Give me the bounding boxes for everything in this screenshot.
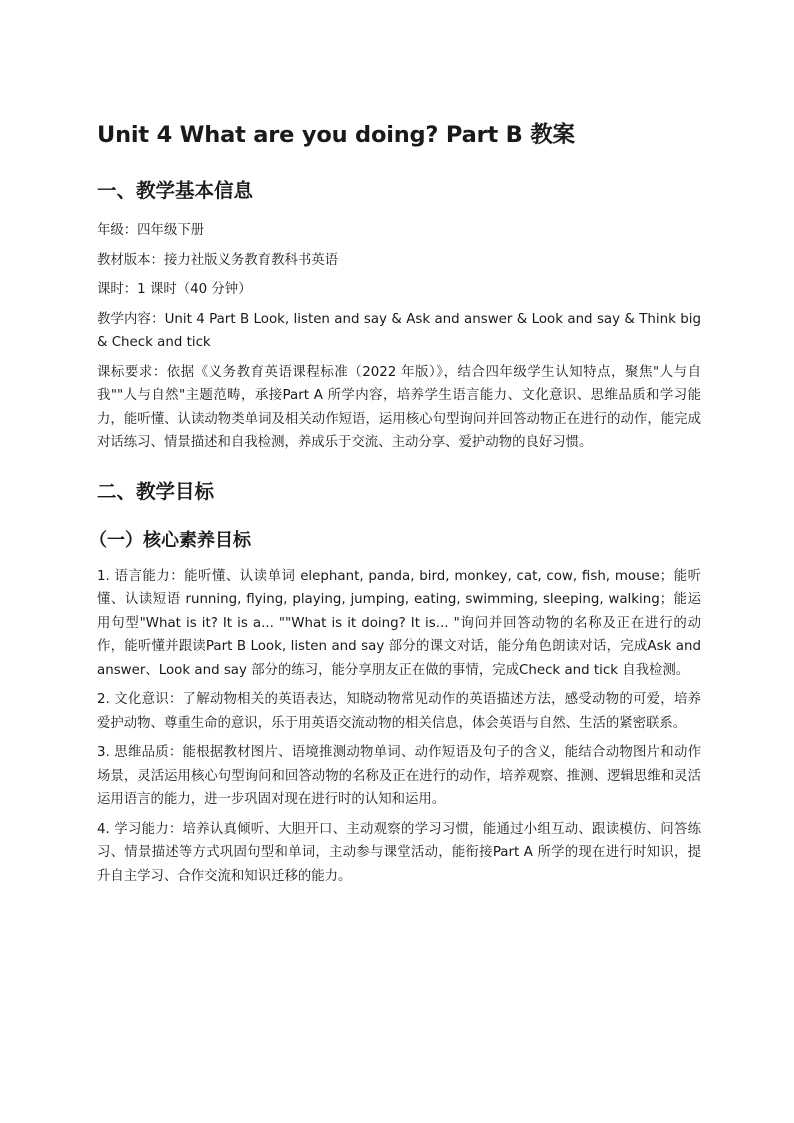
objective-language: 1. 语言能力：能听懂、认读单词 elephant, panda, bird, monkey, cat, cow, fish, mouse；能听懂、认读短语 running, flying, playing, jumping, eating, swimming, sleeping, walking；能运用句型"What is it? It is a... ""What is it doing? It is... "询问并回答动物的名称及正在进行的动作，能听懂并跟读Part B Look, listen and say 部分的课文对话，能分角色朗读对话，完成Ask and answer、Look and say 部分的练习，能分享朋友正在做的事情，完成Check and tick 自我检测。 bbox=[97, 568, 701, 678]
section-heading-objectives: 二、教学目标 bbox=[97, 479, 215, 503]
objective-learning: 4. 学习能力：培养认真倾听、大胆开口、主动观察的学习习惯，能通过小组互动、跟读模仿、问答练习、情景描述等方式巩固句型和单词，主动参与课堂活动，能衔接Part A 所学的现在进行时知识，提升自主学习、合作交流和知识迁移的能力。 bbox=[97, 821, 701, 884]
textbook-line: 教材版本：接力社版义务教育教科书英语 bbox=[97, 252, 339, 268]
period-line: 课时：1 课时（40 分钟） bbox=[97, 282, 252, 297]
grade-line: 年级：四年级下册 bbox=[97, 223, 205, 238]
document-page bbox=[89, 118, 701, 888]
requirements-paragraph: 课标要求：依据《义务教育英语课程标准（2022 年版）》，结合四年级学生认知特点，聚焦"人与自我""人与自然"主题范畴，承接Part A 所学内容，培养学生语言能力、文化意识、思维品质和学习能力，能听懂、认读动物类单词及相关动作短语，运用核心句型询问并回答动物正在进行的动作，能完成对话练习、情景描述和自我检测，养成乐于交流、主动分享、爱护动物的良好习惯。 bbox=[97, 364, 701, 450]
subheading-core-literacy: （一）核心素养目标 bbox=[89, 529, 251, 551]
document-title: Unit 4 What are you doing? Part B 教案 bbox=[97, 122, 575, 148]
section-heading-basic-info: 一、教学基本信息 bbox=[97, 179, 254, 202]
objective-thinking: 3. 思维品质：能根据教材图片、语境推测动物单词、动作短语及句子的含义，能结合动物图片和动作场景，灵活运用核心句型询问和回答动物的名称及正在进行的动作，培养观察、推测、逻辑思维和灵活运用语言的能力，进一步巩固对现在进行时的认知和运用。 bbox=[97, 745, 701, 807]
content-line: 教学内容：Unit 4 Part B Look, listen and say & Ask and answer & Look and say & Think big & Check and tick bbox=[97, 311, 701, 350]
objective-culture: 2. 文化意识：了解动物相关的英语表达，知晓动物常见动作的英语描述方法，感受动物的可爱，培养爱护动物、尊重生命的意识，乐于用英语交流动物的相关信息，体会英语与自然、生活的紧密联系。 bbox=[97, 692, 701, 731]
